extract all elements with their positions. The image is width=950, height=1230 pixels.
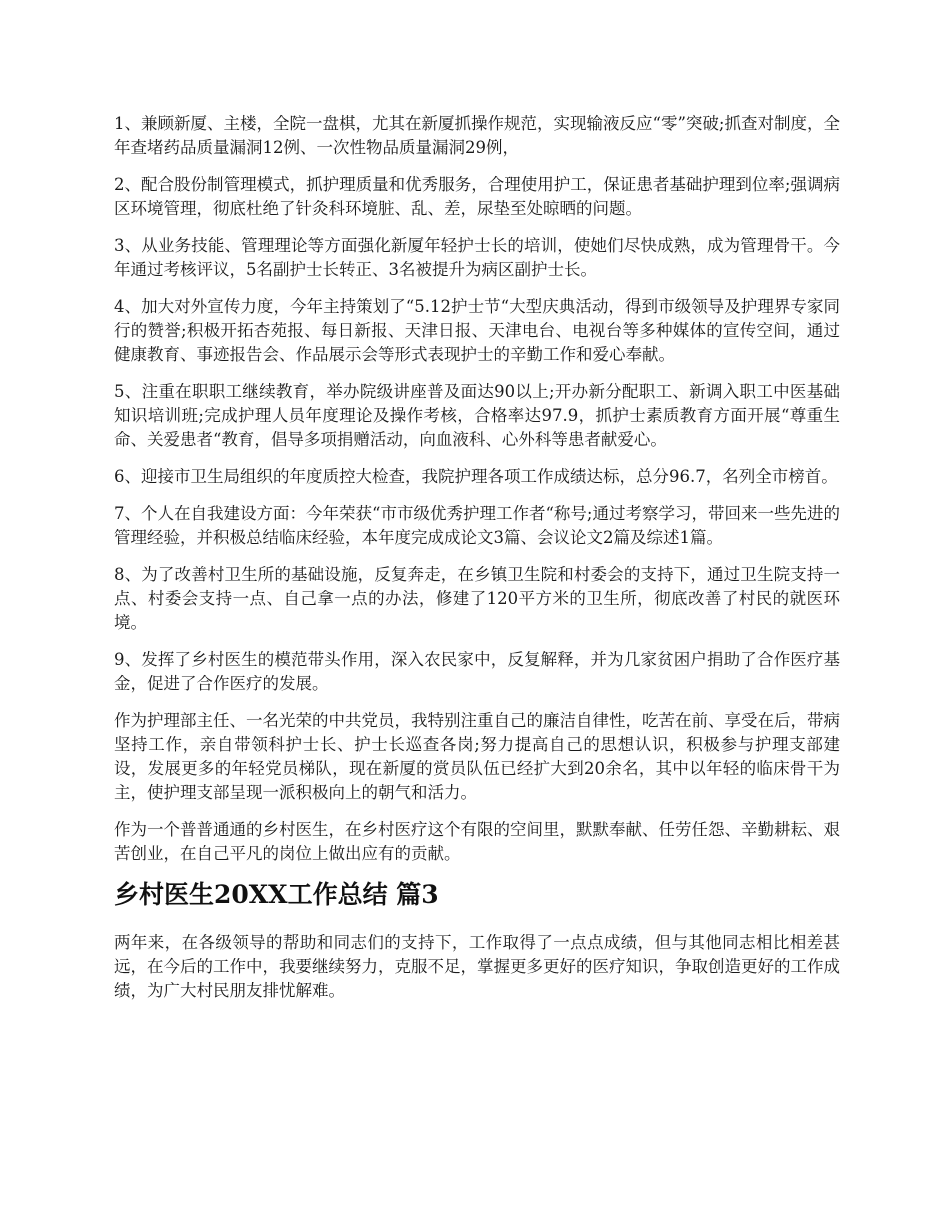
- paragraph-item-5: 5、注重在职职工继续教育，举办院级讲座普及面达90以上;开办新分配职工、新调入职工中医基础知识培训班;完成护理人员年度理论及操作考核，合格率达97.9，抓护士素质教育方面开展“尊重生命、关爱患者“教育，倡导多项捐赠活动，向血液科、心外科等患者献爱心。: [114, 382, 840, 449]
- paragraph-closing: 两年来，在各级领导的帮助和同志们的支持下，工作取得了一点点成绩，但与其他同志相比相差甚远，在今后的工作中，我要继续努力，克服不足，掌握更多更好的医疗知识，争取创造更好的工作成绩，为广大村民朋友排忧解难。: [114, 933, 840, 1000]
- paragraph-item-1: 1、兼顾新厦、主楼，全院一盘棋，尤其在新厦抓操作规范，实现输液反应“零”突破;抓查对制度，全年查堵药品质量漏洞12例、一次性物品质量漏洞29例，: [114, 114, 840, 157]
- paragraph-item-2: 2、配合股份制管理模式，抓护理质量和优秀服务，合理使用护工，保证患者基础护理到位率;强调病区环境管理，彻底杜绝了针灸科环境脏、乱、差，尿垫至处晾晒的问题。: [114, 175, 840, 218]
- paragraph-village-doctor: 作为一个普普通通的乡村医生，在乡村医疗这个有限的空间里，默默奉献、任劳任怨、辛勤耕耘、艰苦创业，在自己平凡的岗位上做出应有的贡献。: [114, 820, 840, 863]
- paragraph-item-9: 9、发挥了乡村医生的模范带头作用，深入农民家中，反复解释，并为几家贫困户捐助了合作医疗基金，促进了合作医疗的发展。: [114, 650, 840, 693]
- document-page: [114, 112, 840, 1016]
- paragraph-item-6: 6、迎接市卫生局组织的年度质控大检查，我院护理各项工作成绩达标，总分96.7，名列全市榜首。: [114, 467, 838, 486]
- paragraph-item-3: 3、从业务技能、管理理论等方面强化新厦年轻护士长的培训，使她们尽快成熟，成为管理骨干。今年通过考核评议，5名副护士长转正、3名被提升为病区副护士长。: [114, 236, 840, 279]
- paragraph-party-member: 作为护理部主任、一名光荣的中共党员，我特别注重自己的廉洁自律性，吃苦在前、享受在后，带病坚持工作，亲自带领科护士长、护士长巡查各岗;努力提高自己的思想认识，积极参与护理支部建设，发展更多的年轻党员梯队，现在新厦的赏员队伍已经扩大到20余名，其中以年轻的临床骨干为主，使护理支部呈现一派积极向上的朝气和活力。: [114, 711, 840, 802]
- section-heading: 乡村医生20XX工作总结 篇3: [114, 880, 439, 909]
- paragraph-item-7: 7、个人在自我建设方面：今年荣获“市市级优秀护理工作者“称号;通过考察学习，带回来一些先进的管理经验，并积极总结临床经验，本年度完成成论文3篇、会议论文2篇及综述1篇。: [114, 504, 840, 547]
- paragraph-item-4: 4、加大对外宣传力度，今年主持策划了“5.12护士节“大型庆典活动，得到市级领导及护理界专家同行的赞誉;积极开拓杏苑报、每日新报、天津日报、天津电台、电视台等多种媒体的宣传空间，通过健康教育、事迹报告会、作品展示会等形式表现护士的辛勤工作和爱心奉献。: [114, 297, 840, 364]
- paragraph-item-8: 8、为了改善村卫生所的基础设施，反复奔走，在乡镇卫生院和村委会的支持下，通过卫生院支持一点、村委会支持一点、自己拿一点的办法，修建了120平方米的卫生所，彻底改善了村民的就医环境。: [114, 565, 840, 632]
